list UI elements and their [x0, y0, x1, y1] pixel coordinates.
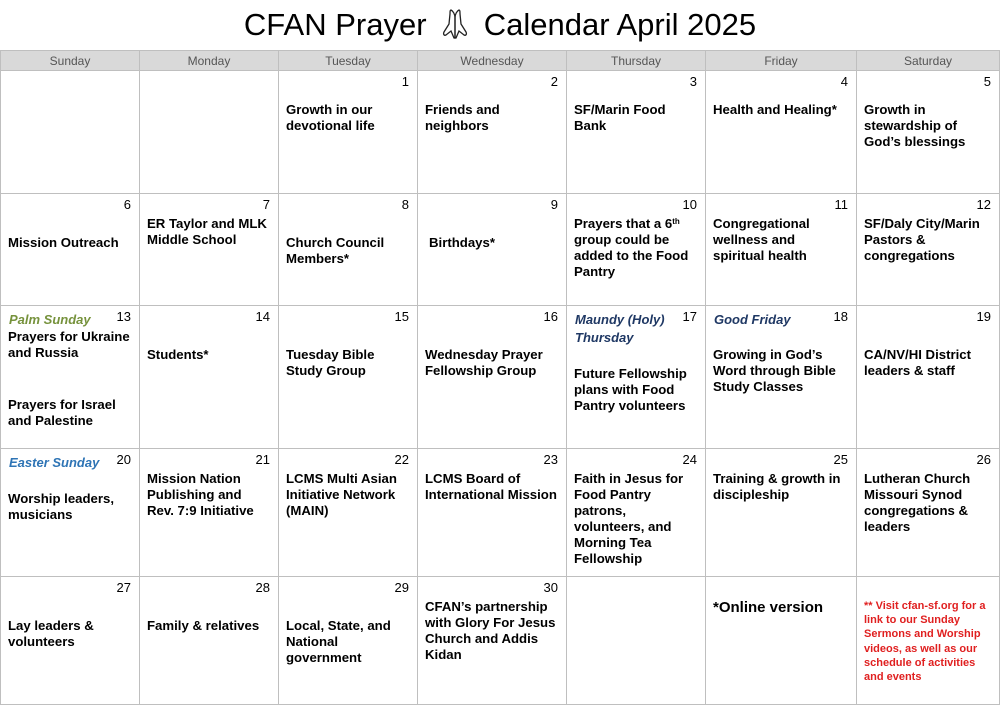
day-number: 24: [682, 452, 697, 467]
day-number: 29: [394, 580, 409, 595]
day-cell-14: [139, 305, 278, 448]
day-number: 2: [550, 74, 558, 89]
visit-note-cell: [856, 576, 1000, 705]
day-cell-10: [566, 193, 705, 305]
prayer-topic: SF/Daly City/Marin Pastors & congregations: [864, 216, 980, 263]
prayer-topic: Growth in our devotional life: [286, 102, 375, 133]
day-number: 15: [394, 309, 409, 324]
prayer-topic: Mission Outreach: [8, 235, 119, 250]
day-number: 1: [401, 74, 409, 89]
holiday-label: Good Friday: [714, 312, 791, 327]
day-number: 28: [255, 580, 270, 595]
page-title: [0, 0, 1000, 50]
day-number: 3: [689, 74, 697, 89]
day-cell-17: [566, 305, 705, 448]
empty-cell: [139, 70, 278, 193]
prayer-topic: Mission Nation Publishing and Rev. 7:9 Initiative: [147, 471, 254, 518]
prayer-topic: Prayers for Ukraine and Russia: [8, 329, 130, 360]
prayer-topic: Birthdays*: [429, 235, 495, 250]
prayer-topic: Friends and neighbors: [425, 102, 500, 133]
prayer-topic: SF/Marin Food Bank: [574, 102, 666, 133]
title-right: Calendar April 2025: [483, 7, 757, 42]
day-number: 17: [682, 309, 697, 324]
prayer-topic: CA/NV/HI District leaders & staff: [864, 347, 971, 378]
day-cell-25: [705, 448, 856, 576]
online-note-cell: [705, 576, 856, 705]
prayer-topic: Tuesday Bible Study Group: [286, 347, 375, 378]
day-cell-11: [705, 193, 856, 305]
day-number: 19: [976, 309, 991, 324]
prayer-topic: Growth in stewardship of God’s blessings: [864, 102, 966, 149]
day-cell-9: [417, 193, 566, 305]
day-cell-5: [856, 70, 1000, 193]
day-number: 23: [543, 452, 558, 467]
weekday-saturday: Saturday: [856, 50, 1000, 70]
day-cell-12: [856, 193, 1000, 305]
day-cell-16: [417, 305, 566, 448]
day-cell-22: [278, 448, 417, 576]
weekday-tuesday: Tuesday: [278, 50, 417, 70]
day-cell-2: [417, 70, 566, 193]
day-number: 30: [543, 580, 558, 595]
day-number: 27: [116, 580, 131, 595]
praying-hands-icon: [441, 8, 469, 40]
day-cell-15: [278, 305, 417, 448]
day-cell-19: [856, 305, 1000, 448]
day-number: 10: [682, 197, 697, 212]
prayer-topic: Training & growth in discipleship: [713, 471, 841, 502]
day-number: 18: [833, 309, 848, 324]
day-cell-20: [0, 448, 139, 576]
prayer-topic: Congregational wellness and spiritual health: [713, 216, 810, 263]
day-number: 16: [543, 309, 558, 324]
prayer-topic: Prayers that a 6th group could be added to the Food Pantry: [574, 216, 689, 279]
weekday-monday: Monday: [139, 50, 278, 70]
day-number: 8: [401, 197, 409, 212]
day-cell-27: [0, 576, 139, 705]
prayer-topic: Faith in Jesus for Food Pantry patrons, volunteers, and Morning Tea Fellowship: [574, 471, 684, 566]
day-number: 9: [550, 197, 558, 212]
day-cell-23: [417, 448, 566, 576]
day-cell-30: [417, 576, 566, 705]
day-number: 22: [394, 452, 409, 467]
empty-cell: [566, 576, 705, 705]
prayer-topic: Health and Healing*: [713, 102, 837, 117]
empty-cell: [0, 70, 139, 193]
day-number: 25: [833, 452, 848, 467]
prayer-topic: LCMS Board of International Mission: [425, 471, 557, 502]
day-cell-26: [856, 448, 1000, 576]
day-cell-7: [139, 193, 278, 305]
prayer-topic: Lutheran Church Missouri Synod congregations & leaders: [864, 471, 971, 534]
day-number: 7: [262, 197, 270, 212]
title-left: CFAN Prayer: [243, 7, 427, 42]
holiday-label: Easter Sunday: [9, 455, 100, 470]
day-cell-18: [705, 305, 856, 448]
day-number: 21: [255, 452, 270, 467]
holiday-label: Maundy (Holy) Thursday: [575, 312, 665, 345]
prayer-topic: Church Council Members*: [286, 235, 385, 266]
day-cell-4: [705, 70, 856, 193]
weekday-sunday: Sunday: [0, 50, 139, 70]
prayer-topic: Growing in God’s Word through Bible Study Classes: [713, 347, 836, 394]
prayer-topic: Students*: [147, 347, 209, 362]
prayer-topic: Family & relatives: [147, 618, 260, 633]
day-cell-1: [278, 70, 417, 193]
prayer-topic: Lay leaders & volunteers: [8, 618, 94, 649]
holiday-label: Palm Sunday: [9, 312, 91, 327]
weekday-friday: Friday: [705, 50, 856, 70]
weekday-thursday: Thursday: [566, 50, 705, 70]
prayer-topic: Future Fellowship plans with Food Pantry volunteers: [574, 366, 687, 413]
prayer-topic: ER Taylor and MLK Middle School: [147, 216, 267, 247]
day-number: 13: [116, 309, 131, 324]
online-version-note: *Online version: [713, 599, 824, 616]
prayer-topic: Local, State, and National government: [286, 618, 391, 665]
prayer-topic: LCMS Multi Asian Initiative Network (MAIN): [286, 471, 397, 518]
prayer-topic: Worship leaders, musicians: [8, 491, 115, 522]
visit-website-note: ** Visit cfan-sf.org for a link to our Sunday Sermons and Worship videos, as well as our schedule of activities and events: [864, 600, 986, 684]
weekday-wednesday: Wednesday: [417, 50, 566, 70]
day-number: 5: [983, 74, 991, 89]
day-number: 20: [116, 452, 131, 467]
day-cell-8: [278, 193, 417, 305]
day-cell-6: [0, 193, 139, 305]
day-number: 11: [834, 197, 848, 212]
day-cell-21: [139, 448, 278, 576]
day-number: 12: [976, 197, 991, 212]
day-cell-3: [566, 70, 705, 193]
day-cell-13: [0, 305, 139, 448]
day-number: 14: [255, 309, 270, 324]
day-cell-28: [139, 576, 278, 705]
day-number: 4: [840, 74, 848, 89]
day-cell-29: [278, 576, 417, 705]
day-number: 6: [123, 197, 131, 212]
day-number: 26: [976, 452, 991, 467]
day-cell-24: [566, 448, 705, 576]
prayer-topic-2: Prayers for Israel and Palestine: [8, 397, 116, 428]
prayer-topic: CFAN’s partnership with Glory For Jesus Church and Addis Kidan: [425, 599, 556, 662]
prayer-topic: Wednesday Prayer Fellowship Group: [425, 347, 543, 378]
